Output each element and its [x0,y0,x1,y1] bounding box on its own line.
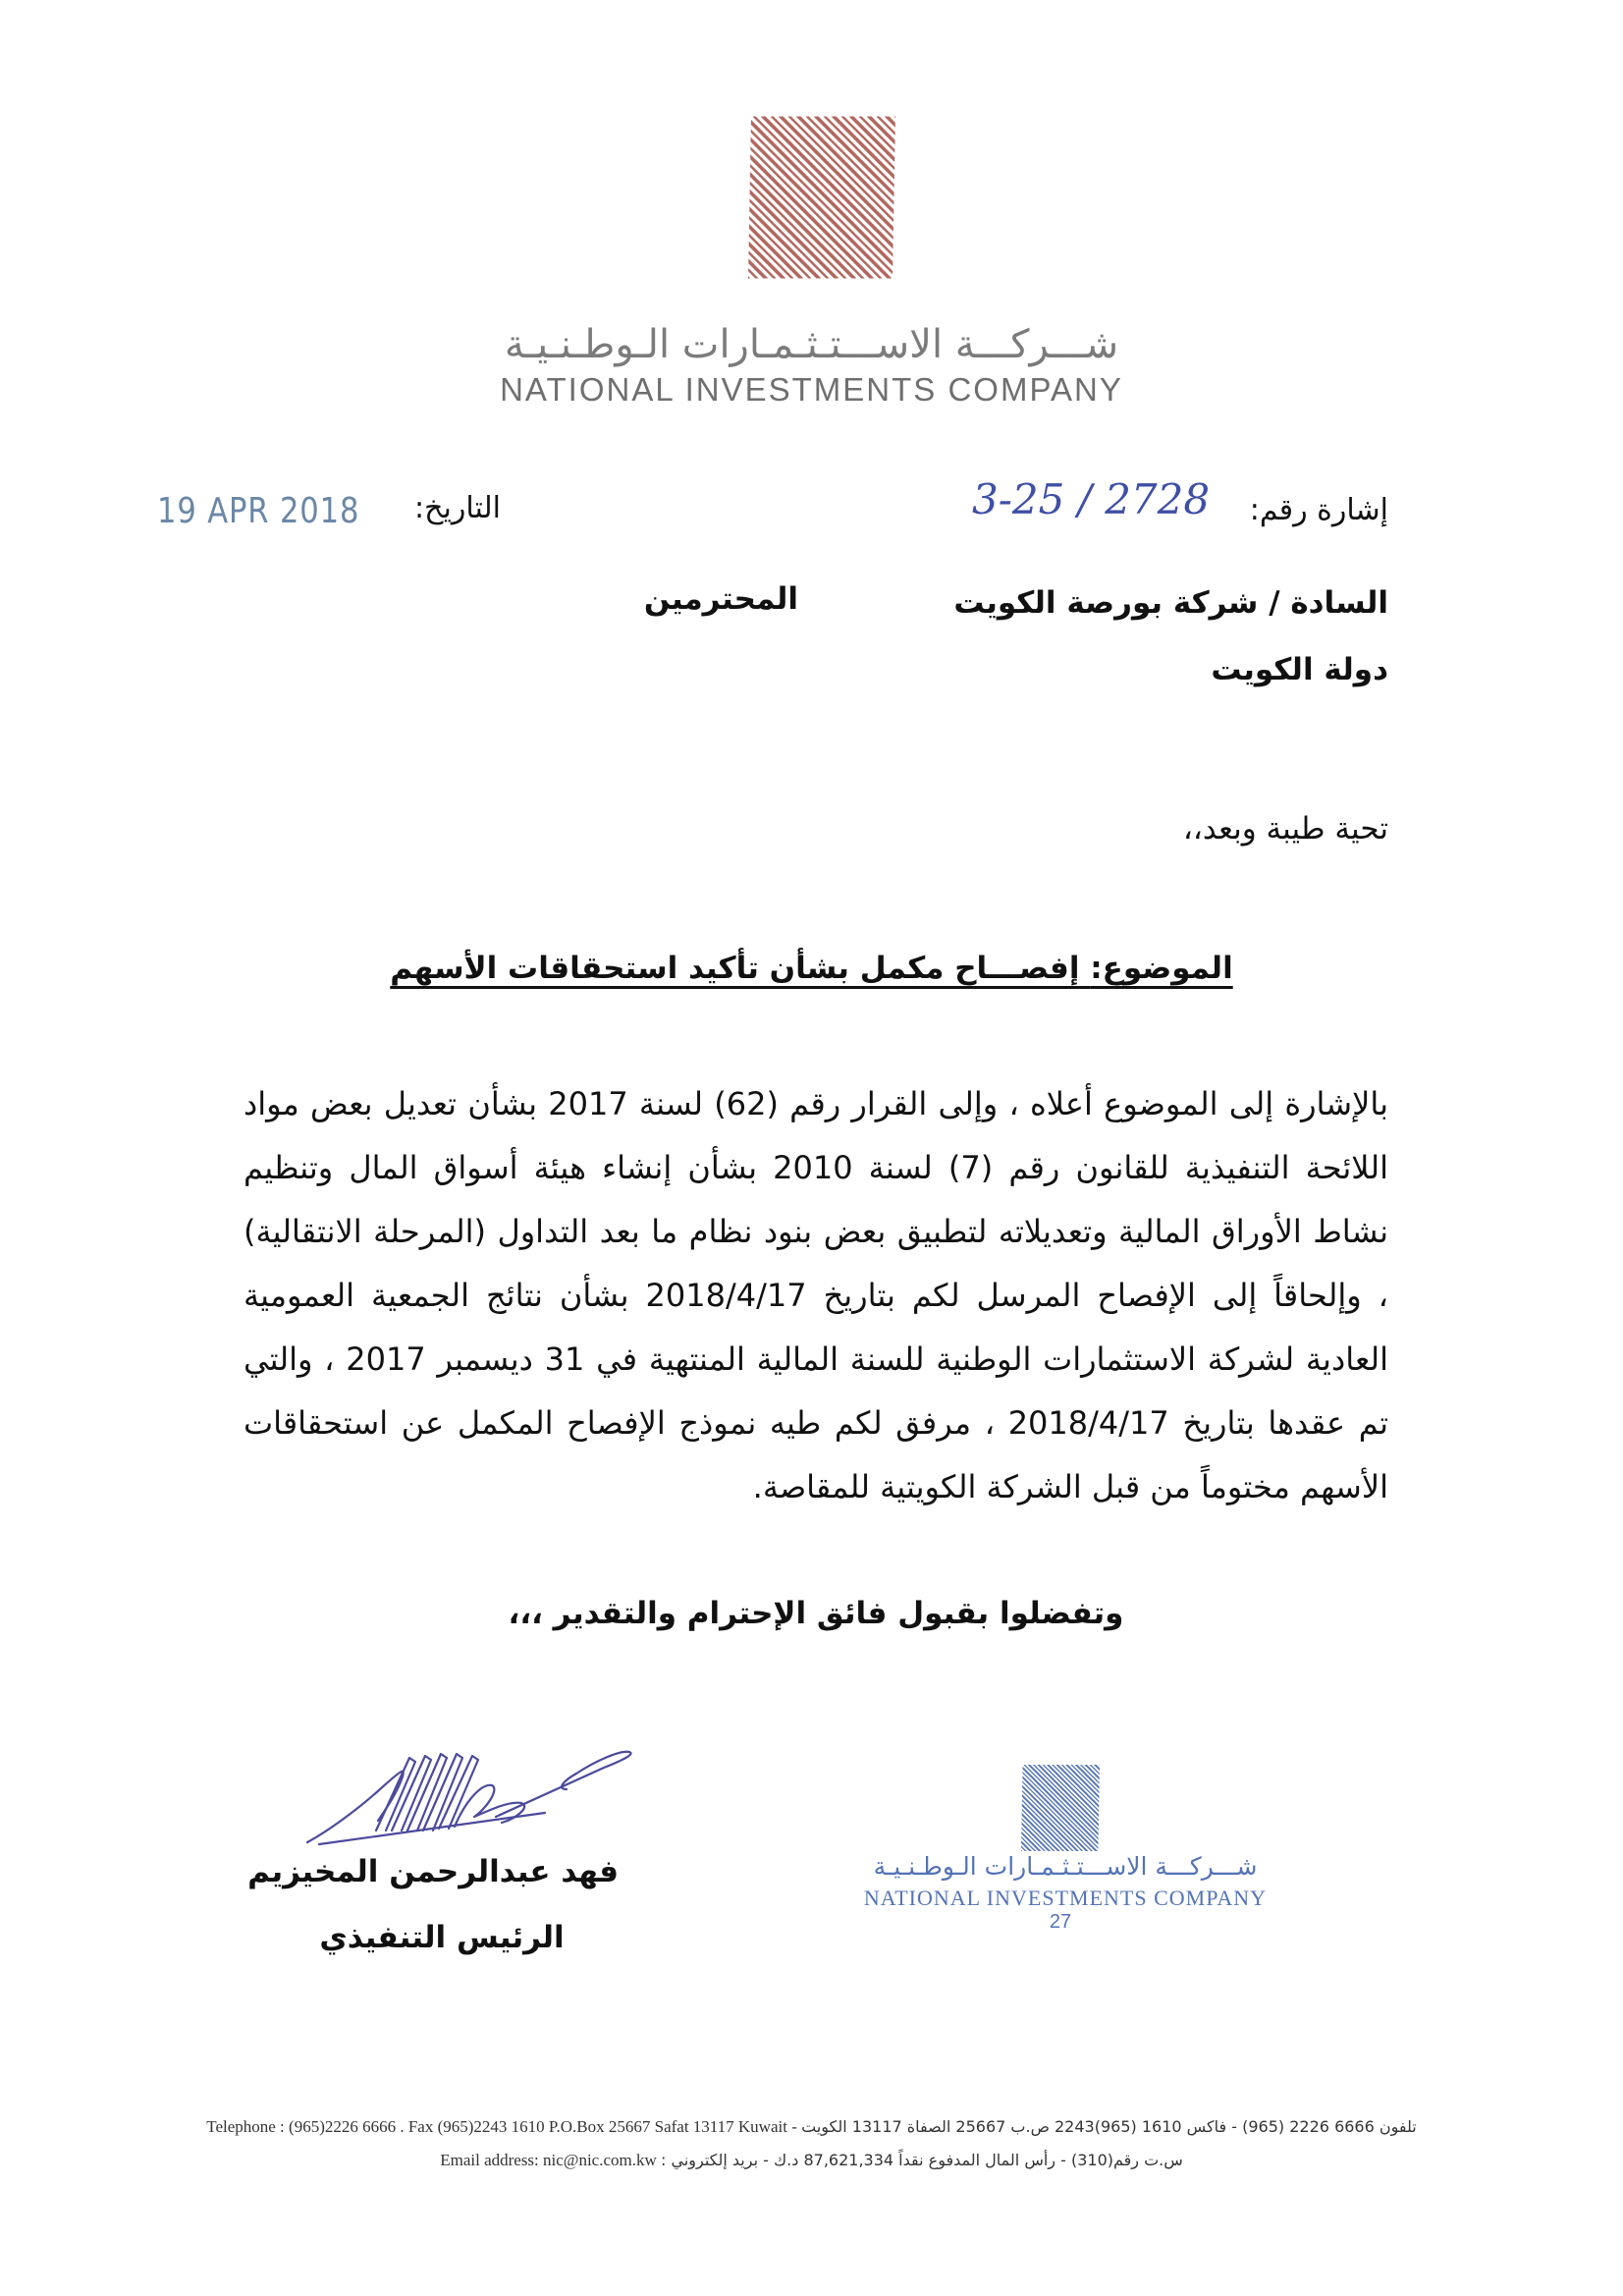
footer-contact-english: Telephone : (965)2226 6666 . Fax (965)2243 1610 P.O.Box 25667 Safat 13117 Kuwait - [206,2117,802,2136]
stamp-number: 27 [1049,1911,1072,1933]
letter-body [243,1072,1388,1631]
subject-line [0,951,1623,986]
footer-email-english: Email address: nic@nic.com.kw [440,2151,662,2169]
reference-label: إشارة رقم: [1249,493,1388,527]
footer-contact-line [0,2117,1623,2137]
closing-line: وتفضلوا بقبول فائق الإحترام والتقدير ،،، [508,1596,1124,1631]
subject-text: إفصـــاح مكمل بشأن تأكيد استحقاقات الأسهم [390,951,1080,986]
reference-number-handwritten: 3-25 / 2728 [972,475,1211,523]
subject-label: الموضوع: [1090,951,1233,986]
subject-underlined [390,951,1232,986]
signatory-title: الرئيس التنفيذي [319,1920,565,1955]
company-logo-icon [748,116,895,279]
date-label: التاريخ: [414,491,501,525]
greeting: تحية طيبة وبعد،، [1182,811,1388,847]
recipient-honorific: المحترمين [643,581,798,617]
footer-registration-line [0,2151,1623,2170]
stamp-company-name-english: NATIONAL INVESTMENTS COMPANY [863,1886,1268,1910]
recipient-country: دولة الكويت [1211,652,1388,687]
company-name-english: NATIONAL INVESTMENTS COMPANY [500,371,1123,408]
footer-registration-arabic: س.ت رقم(310) - رأس المال المدفوع نقداً 87,621,334 د.ك - بريد إلكتروني : [661,2151,1183,2169]
body-paragraph: بالإشارة إلى الموضوع أعلاه ، وإلى القرار رقم (62) لسنة 2017 بشأن تعديل بعض مواد اللائحة التنفيذية للقانون رقم (7) لسنة 2010 بشأن إنشاء هيئة أسواق المال وتنظيم نشاط الأوراق المالية وتعديلاته لتطبيق بعض بنود نظام ما بعد التداول (المرحلة الانتقالية) ، وإلحاقاً إلى الإفصاح المرسل لكم بتاريخ 2018/4/17 بشأن نتائج الجمعية العمومية العادية لشركة الاستثمارات الوطنية للسنة المالية المنتهية في 31 ديسمبر 2017 ، والتي تم عقدها بتاريخ 2018/4/17 ، مرفق لكم طيه نموذج الإفصاح المكمل عن استحقاقات الأسهم مختوماً من قبل الشركة الكويتية للمقاصة. [243,1085,1389,1505]
signature-strokes [307,1752,631,1844]
signature [299,1740,638,1848]
company-name-arabic: شـــركـــة الاســـتـثـمـارات الـوطـنـيـة [504,322,1119,367]
stamp-company-name-arabic: شـــركـــة الاســـتـثـمـارات الـوطـنـيـة [873,1852,1258,1881]
date-stamp: 19 APR 2018 [157,491,360,531]
footer-contact-arabic: تلفون 6666 2226 (965) - فاكس 1610 (965)2243 ص.ب 25667 الصفاة 13117 الكويت [801,2117,1417,2136]
stamp-logo-icon [1021,1763,1100,1853]
signatory-name: فهد عبدالرحمن المخيزيم [247,1854,619,1889]
recipient-name: السادة / شركة بورصة الكويت [953,585,1388,621]
